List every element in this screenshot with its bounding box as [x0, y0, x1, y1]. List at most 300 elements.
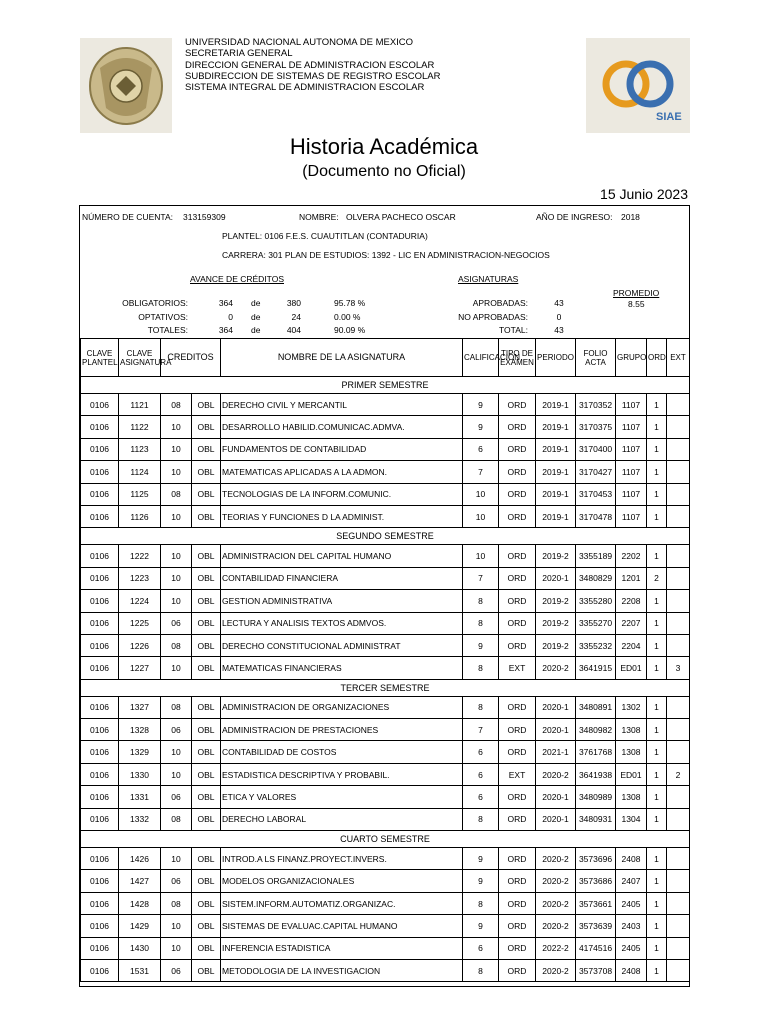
cell-clave-asignatura: 1224: [119, 590, 161, 612]
cell-ord: 1: [647, 763, 667, 785]
cell-tipo: OBL: [192, 483, 221, 505]
cell-clave-asignatura: 1428: [119, 892, 161, 914]
table-row: [81, 741, 690, 763]
cell-clave-plantel: 0106: [81, 545, 119, 567]
col-header-calificacion: CALIFICACION: [463, 339, 499, 377]
cell-tipo-examen: ORD: [499, 483, 536, 505]
col-header-folio-acta: FOLIO ACTA: [576, 339, 616, 377]
account-number: 313159309: [183, 212, 226, 222]
cell-ext: [667, 483, 690, 505]
cell-ext: [667, 505, 690, 527]
table-row: [81, 612, 690, 634]
document-title: Historia Académica: [289, 134, 479, 159]
cell-creditos: 06: [161, 870, 192, 892]
student-name: OLVERA PACHECO OSCAR: [346, 212, 456, 222]
cell-clave-asignatura: 1122: [119, 416, 161, 438]
header-line-2: SECRETARIA GENERAL: [185, 48, 293, 60]
summary-credits: 364: [218, 298, 233, 308]
cell-grupo: 1107: [616, 483, 647, 505]
cell-creditos: 10: [161, 657, 192, 679]
cell-tipo-examen: ORD: [499, 590, 536, 612]
cell-tipo-examen: ORD: [499, 567, 536, 589]
cell-creditos: 10: [161, 567, 192, 589]
cell-periodo: 2019-2: [536, 590, 576, 612]
semester-title: SEGUNDO SEMESTRE: [81, 528, 690, 545]
cell-ord: 2: [647, 567, 667, 589]
cell-tipo-examen: ORD: [499, 786, 536, 808]
summary-pct: 0.00 %: [334, 312, 361, 322]
cell-ext: [667, 438, 690, 460]
cell-clave-plantel: 0106: [81, 959, 119, 981]
cell-nombre: INFERENCIA ESTADISTICA: [221, 937, 463, 959]
table-row: [81, 808, 690, 830]
cell-ord: 1: [647, 657, 667, 679]
cell-creditos: 08: [161, 808, 192, 830]
cell-nombre: MATEMATICAS FINANCIERAS: [221, 657, 463, 679]
cell-creditos: 10: [161, 763, 192, 785]
cell-clave-plantel: 0106: [81, 870, 119, 892]
cell-ext: [667, 937, 690, 959]
cell-calificacion: 8: [463, 959, 499, 981]
cell-tipo: OBL: [192, 719, 221, 741]
semester-title: TERCER SEMESTRE: [81, 679, 690, 696]
cell-tipo-examen: ORD: [499, 461, 536, 483]
cell-folio-acta: 3355189: [576, 545, 616, 567]
summary-label: OBLIGATORIOS:: [122, 298, 188, 308]
cell-folio-acta: 3170427: [576, 461, 616, 483]
cell-ord: 1: [647, 808, 667, 830]
cell-clave-asignatura: 1430: [119, 937, 161, 959]
cell-periodo: 2020-1: [536, 786, 576, 808]
cell-calificacion: 6: [463, 937, 499, 959]
table-row: [81, 461, 690, 483]
cell-folio-acta: 3761768: [576, 741, 616, 763]
cell-clave-asignatura: 1226: [119, 634, 161, 656]
cell-tipo: OBL: [192, 763, 221, 785]
cell-ord: 1: [647, 438, 667, 460]
cell-calificacion: 7: [463, 567, 499, 589]
cell-clave-plantel: 0106: [81, 461, 119, 483]
cell-creditos: 10: [161, 545, 192, 567]
cell-periodo: 2020-2: [536, 657, 576, 679]
cell-periodo: 2020-2: [536, 870, 576, 892]
cell-nombre: METODOLOGIA DE LA INVESTIGACION: [221, 959, 463, 981]
table-row: [81, 786, 690, 808]
cell-folio-acta: 3573661: [576, 892, 616, 914]
table-row: [81, 870, 690, 892]
cell-calificacion: 10: [463, 483, 499, 505]
cell-grupo: 2408: [616, 959, 647, 981]
cell-creditos: 08: [161, 483, 192, 505]
semester-row: [81, 528, 690, 545]
career-line: CARRERA: 301 PLAN DE ESTUDIOS: 1392 - LIC EN ADMINISTRACION-NEGOCIOS: [222, 250, 550, 260]
cell-ord: 1: [647, 505, 667, 527]
cell-calificacion: 9: [463, 394, 499, 416]
entry-year-label: AÑO DE INGRESO:: [536, 212, 613, 222]
cell-ord: 1: [647, 915, 667, 937]
cell-grupo: 1302: [616, 696, 647, 718]
table-row: [81, 634, 690, 656]
cell-calificacion: 7: [463, 461, 499, 483]
summary-pct: 95.78 %: [334, 298, 366, 308]
col-header-ord: ORD: [647, 339, 667, 377]
institution-header: [185, 37, 441, 93]
cell-folio-acta: 3480829: [576, 567, 616, 589]
cell-tipo-examen: ORD: [499, 545, 536, 567]
cell-periodo: 2019-2: [536, 634, 576, 656]
cell-grupo: ED01: [616, 763, 647, 785]
cell-ext: 3: [667, 657, 690, 679]
cell-nombre: ADMINISTRACION DEL CAPITAL HUMANO: [221, 545, 463, 567]
cell-calificacion: 9: [463, 416, 499, 438]
cell-folio-acta: 3573696: [576, 848, 616, 870]
cell-clave-plantel: 0106: [81, 937, 119, 959]
cell-folio-acta: 3480931: [576, 808, 616, 830]
cell-creditos: 06: [161, 786, 192, 808]
summary-credits: 364: [218, 325, 233, 335]
cell-creditos: 10: [161, 416, 192, 438]
subjects-count: 43: [554, 325, 564, 335]
cell-periodo: 2020-1: [536, 567, 576, 589]
cell-nombre: TEORIAS Y FUNCIONES D LA ADMINIST.: [221, 505, 463, 527]
cell-periodo: 2020-2: [536, 892, 576, 914]
cell-grupo: 2403: [616, 915, 647, 937]
summary-total: 380: [286, 298, 301, 308]
cell-clave-asignatura: 1327: [119, 696, 161, 718]
cell-clave-asignatura: 1227: [119, 657, 161, 679]
cell-nombre: DERECHO LABORAL: [221, 808, 463, 830]
cell-folio-acta: 3573639: [576, 915, 616, 937]
cell-nombre: ADMINISTRACION DE ORGANIZACIONES: [221, 696, 463, 718]
cell-clave-asignatura: 1124: [119, 461, 161, 483]
cell-calificacion: 9: [463, 848, 499, 870]
cell-calificacion: 6: [463, 763, 499, 785]
cell-clave-plantel: 0106: [81, 892, 119, 914]
cell-tipo-examen: ORD: [499, 937, 536, 959]
cell-folio-acta: 3641915: [576, 657, 616, 679]
cell-creditos: 10: [161, 915, 192, 937]
summary-label: OPTATIVOS:: [138, 312, 188, 322]
col-header-grupo: GRUPO: [616, 339, 647, 377]
semester-title: PRIMER SEMESTRE: [81, 377, 690, 394]
cell-folio-acta: 3480982: [576, 719, 616, 741]
cell-tipo-examen: ORD: [499, 808, 536, 830]
cell-grupo: 2407: [616, 870, 647, 892]
header-line-5: SISTEMA INTEGRAL DE ADMINISTRACION ESCOLAR: [185, 82, 425, 94]
cell-ord: 1: [647, 937, 667, 959]
cell-grupo: ED01: [616, 657, 647, 679]
cell-nombre: SISTEMAS DE EVALUAC.CAPITAL HUMANO: [221, 915, 463, 937]
cell-tipo: OBL: [192, 915, 221, 937]
cell-ext: 2: [667, 763, 690, 785]
cell-clave-asignatura: 1121: [119, 394, 161, 416]
cell-tipo: OBL: [192, 505, 221, 527]
cell-grupo: 1308: [616, 719, 647, 741]
cell-tipo: OBL: [192, 657, 221, 679]
cell-tipo: OBL: [192, 438, 221, 460]
cell-folio-acta: 4174516: [576, 937, 616, 959]
entry-year: 2018: [621, 212, 640, 222]
cell-tipo: OBL: [192, 696, 221, 718]
cell-creditos: 10: [161, 741, 192, 763]
cell-periodo: 2021-1: [536, 741, 576, 763]
cell-calificacion: 6: [463, 786, 499, 808]
cell-clave-asignatura: 1222: [119, 545, 161, 567]
cell-ord: 1: [647, 696, 667, 718]
cell-ord: 1: [647, 719, 667, 741]
cell-nombre: CONTABILIDAD DE COSTOS: [221, 741, 463, 763]
table-row: [81, 438, 690, 460]
cell-clave-plantel: 0106: [81, 741, 119, 763]
cell-ord: 1: [647, 545, 667, 567]
cell-clave-plantel: 0106: [81, 719, 119, 741]
cell-calificacion: 8: [463, 590, 499, 612]
cell-calificacion: 9: [463, 634, 499, 656]
table-row: [81, 959, 690, 981]
average-label: PROMEDIO: [613, 288, 660, 298]
cell-creditos: 10: [161, 848, 192, 870]
cell-periodo: 2019-1: [536, 438, 576, 460]
cell-calificacion: 7: [463, 719, 499, 741]
cell-periodo: 2019-1: [536, 461, 576, 483]
cell-tipo: OBL: [192, 808, 221, 830]
summary-label: TOTALES:: [147, 325, 188, 335]
semester-row: [81, 679, 690, 696]
cell-nombre: INTROD.A LS FINANZ.PROYECT.INVERS.: [221, 848, 463, 870]
cell-tipo-examen: ORD: [499, 394, 536, 416]
cell-nombre: ETICA Y VALORES: [221, 786, 463, 808]
cell-ext: [667, 394, 690, 416]
cell-calificacion: 10: [463, 545, 499, 567]
cell-ext: [667, 848, 690, 870]
cell-creditos: 08: [161, 696, 192, 718]
cell-ext: [667, 590, 690, 612]
table-row: [81, 567, 690, 589]
cell-nombre: ADMINISTRACION DE PRESTACIONES: [221, 719, 463, 741]
cell-tipo-examen: ORD: [499, 959, 536, 981]
cell-clave-plantel: 0106: [81, 915, 119, 937]
col-header-ext: EXT: [667, 339, 690, 377]
cell-tipo-examen: ORD: [499, 870, 536, 892]
cell-ord: 1: [647, 892, 667, 914]
cell-clave-asignatura: 1331: [119, 786, 161, 808]
cell-periodo: 2020-1: [536, 696, 576, 718]
cell-folio-acta: 3573686: [576, 870, 616, 892]
cell-grupo: 2405: [616, 892, 647, 914]
cell-ord: 1: [647, 634, 667, 656]
cell-clave-plantel: 0106: [81, 505, 119, 527]
document-date: 15 Junio 2023: [600, 186, 688, 202]
cell-clave-plantel: 0106: [81, 567, 119, 589]
cell-folio-acta: 3170375: [576, 416, 616, 438]
summary-de: de: [251, 312, 261, 322]
cell-periodo: 2020-1: [536, 808, 576, 830]
subjects-status-label: NO APROBADAS:: [458, 312, 528, 322]
semester-title: CUARTO SEMESTRE: [81, 831, 690, 848]
cell-creditos: 08: [161, 892, 192, 914]
cell-clave-plantel: 0106: [81, 786, 119, 808]
cell-calificacion: 8: [463, 612, 499, 634]
cell-folio-acta: 3480989: [576, 786, 616, 808]
cell-ord: 1: [647, 741, 667, 763]
cell-tipo-examen: ORD: [499, 892, 536, 914]
col-header-nombre: NOMBRE DE LA ASIGNATURA: [221, 339, 463, 377]
cell-clave-plantel: 0106: [81, 394, 119, 416]
cell-clave-asignatura: 1125: [119, 483, 161, 505]
cell-folio-acta: 3170453: [576, 483, 616, 505]
semester-row: [81, 377, 690, 394]
cell-tipo: OBL: [192, 590, 221, 612]
cell-nombre: SISTEM.INFORM.AUTOMATIZ.ORGANIZAC.: [221, 892, 463, 914]
cell-nombre: DERECHO CIVIL Y MERCANTIL: [221, 394, 463, 416]
cell-clave-asignatura: 1429: [119, 915, 161, 937]
cell-calificacion: 8: [463, 657, 499, 679]
cell-tipo: OBL: [192, 461, 221, 483]
cell-clave-asignatura: 1426: [119, 848, 161, 870]
cell-grupo: 1308: [616, 786, 647, 808]
cell-creditos: 10: [161, 505, 192, 527]
col-header-periodo: PERIODO: [536, 339, 576, 377]
cell-nombre: FUNDAMENTOS DE CONTABILIDAD: [221, 438, 463, 460]
table-header-row: [81, 339, 690, 377]
cell-tipo: OBL: [192, 567, 221, 589]
cell-ord: 1: [647, 848, 667, 870]
cell-nombre: ESTADISTICA DESCRIPTIVA Y PROBABIL.: [221, 763, 463, 785]
table-row: [81, 590, 690, 612]
cell-calificacion: 8: [463, 892, 499, 914]
cell-grupo: 1107: [616, 438, 647, 460]
cell-tipo-examen: ORD: [499, 416, 536, 438]
cell-tipo-examen: ORD: [499, 719, 536, 741]
table-row: [81, 892, 690, 914]
cell-clave-asignatura: 1332: [119, 808, 161, 830]
cell-grupo: 1308: [616, 741, 647, 763]
cell-tipo: OBL: [192, 741, 221, 763]
cell-ext: [667, 741, 690, 763]
cell-tipo: OBL: [192, 870, 221, 892]
cell-tipo: OBL: [192, 394, 221, 416]
document-subtitle: (Documento no Oficial): [302, 163, 466, 180]
cell-ext: [667, 786, 690, 808]
summary-total: 404: [286, 325, 301, 335]
cell-periodo: 2020-2: [536, 915, 576, 937]
cell-nombre: TECNOLOGIAS DE LA INFORM.COMUNIC.: [221, 483, 463, 505]
cell-periodo: 2020-2: [536, 763, 576, 785]
cell-clave-plantel: 0106: [81, 657, 119, 679]
cell-clave-plantel: 0106: [81, 483, 119, 505]
cell-clave-plantel: 0106: [81, 696, 119, 718]
cell-periodo: 2020-2: [536, 848, 576, 870]
subjects-count: 0: [556, 312, 562, 322]
cell-periodo: 2019-1: [536, 483, 576, 505]
cell-ext: [667, 545, 690, 567]
cell-ext: [667, 461, 690, 483]
subjects-status-label: TOTAL:: [499, 325, 528, 335]
col-header-tipo-examen: TIPO DE EXAMEN: [499, 339, 536, 377]
cell-ext: [667, 959, 690, 981]
credits-progress-label: AVANCE DE CRÉDITOS: [190, 274, 284, 284]
cell-tipo: OBL: [192, 416, 221, 438]
cell-nombre: DESARROLLO HABILID.COMUNICAC.ADMVA.: [221, 416, 463, 438]
cell-creditos: 08: [161, 634, 192, 656]
cell-grupo: 1201: [616, 567, 647, 589]
table-row: [81, 657, 690, 679]
table-row: [81, 696, 690, 718]
cell-periodo: 2019-1: [536, 505, 576, 527]
cell-ext: [667, 567, 690, 589]
cell-clave-plantel: 0106: [81, 438, 119, 460]
cell-calificacion: 8: [463, 808, 499, 830]
cell-tipo-examen: ORD: [499, 505, 536, 527]
cell-clave-asignatura: 1531: [119, 959, 161, 981]
cell-folio-acta: 3170352: [576, 394, 616, 416]
cell-creditos: 10: [161, 461, 192, 483]
cell-ext: [667, 870, 690, 892]
campus-line: PLANTEL: 0106 F.E.S. CUAUTITLAN (CONTADURIA): [222, 231, 428, 241]
cell-ord: 1: [647, 612, 667, 634]
cell-periodo: 2019-2: [536, 545, 576, 567]
cell-tipo-examen: ORD: [499, 438, 536, 460]
svg-text:SIAE: SIAE: [656, 111, 682, 123]
table-row: [81, 937, 690, 959]
semester-row: [81, 831, 690, 848]
cell-clave-plantel: 0106: [81, 416, 119, 438]
cell-creditos: 10: [161, 438, 192, 460]
cell-tipo-examen: ORD: [499, 915, 536, 937]
cell-clave-asignatura: 1427: [119, 870, 161, 892]
cell-ord: 1: [647, 461, 667, 483]
subjects-count: 43: [554, 298, 564, 308]
cell-grupo: 2408: [616, 848, 647, 870]
table-row: [81, 394, 690, 416]
courses-table: [80, 338, 690, 982]
subjects-label: ASIGNATURAS: [458, 274, 519, 284]
cell-periodo: 2019-2: [536, 612, 576, 634]
table-row: [81, 848, 690, 870]
account-label: NÚMERO DE CUENTA:: [82, 212, 173, 222]
cell-grupo: 2207: [616, 612, 647, 634]
header-line-3: DIRECCION GENERAL DE ADMINISTRACION ESCOLAR: [185, 59, 435, 71]
cell-grupo: 1107: [616, 394, 647, 416]
cell-grupo: 1304: [616, 808, 647, 830]
summary-credits: 0: [228, 312, 233, 322]
cell-ord: 1: [647, 394, 667, 416]
cell-calificacion: 8: [463, 696, 499, 718]
header-line-4: SUBDIRECCION DE SISTEMAS DE REGISTRO ESCOLAR: [185, 70, 441, 82]
cell-grupo: 1107: [616, 416, 647, 438]
average-value: 8.55: [628, 299, 645, 309]
cell-ext: [667, 915, 690, 937]
cell-clave-plantel: 0106: [81, 848, 119, 870]
cell-tipo-examen: ORD: [499, 741, 536, 763]
cell-clave-asignatura: 1328: [119, 719, 161, 741]
cell-ext: [667, 612, 690, 634]
name-label: NOMBRE:: [299, 212, 339, 222]
cell-periodo: 2020-1: [536, 719, 576, 741]
cell-grupo: 1107: [616, 461, 647, 483]
cell-clave-asignatura: 1330: [119, 763, 161, 785]
table-row: [81, 416, 690, 438]
cell-tipo: OBL: [192, 545, 221, 567]
cell-ext: [667, 634, 690, 656]
cell-tipo: OBL: [192, 612, 221, 634]
header-line-1: UNIVERSIDAD NACIONAL AUTONOMA DE MEXICO: [185, 37, 414, 48]
cell-grupo: 1107: [616, 505, 647, 527]
cell-tipo: OBL: [192, 848, 221, 870]
academic-record-box: [79, 205, 690, 987]
cell-clave-asignatura: 1123: [119, 438, 161, 460]
cell-clave-plantel: 0106: [81, 808, 119, 830]
